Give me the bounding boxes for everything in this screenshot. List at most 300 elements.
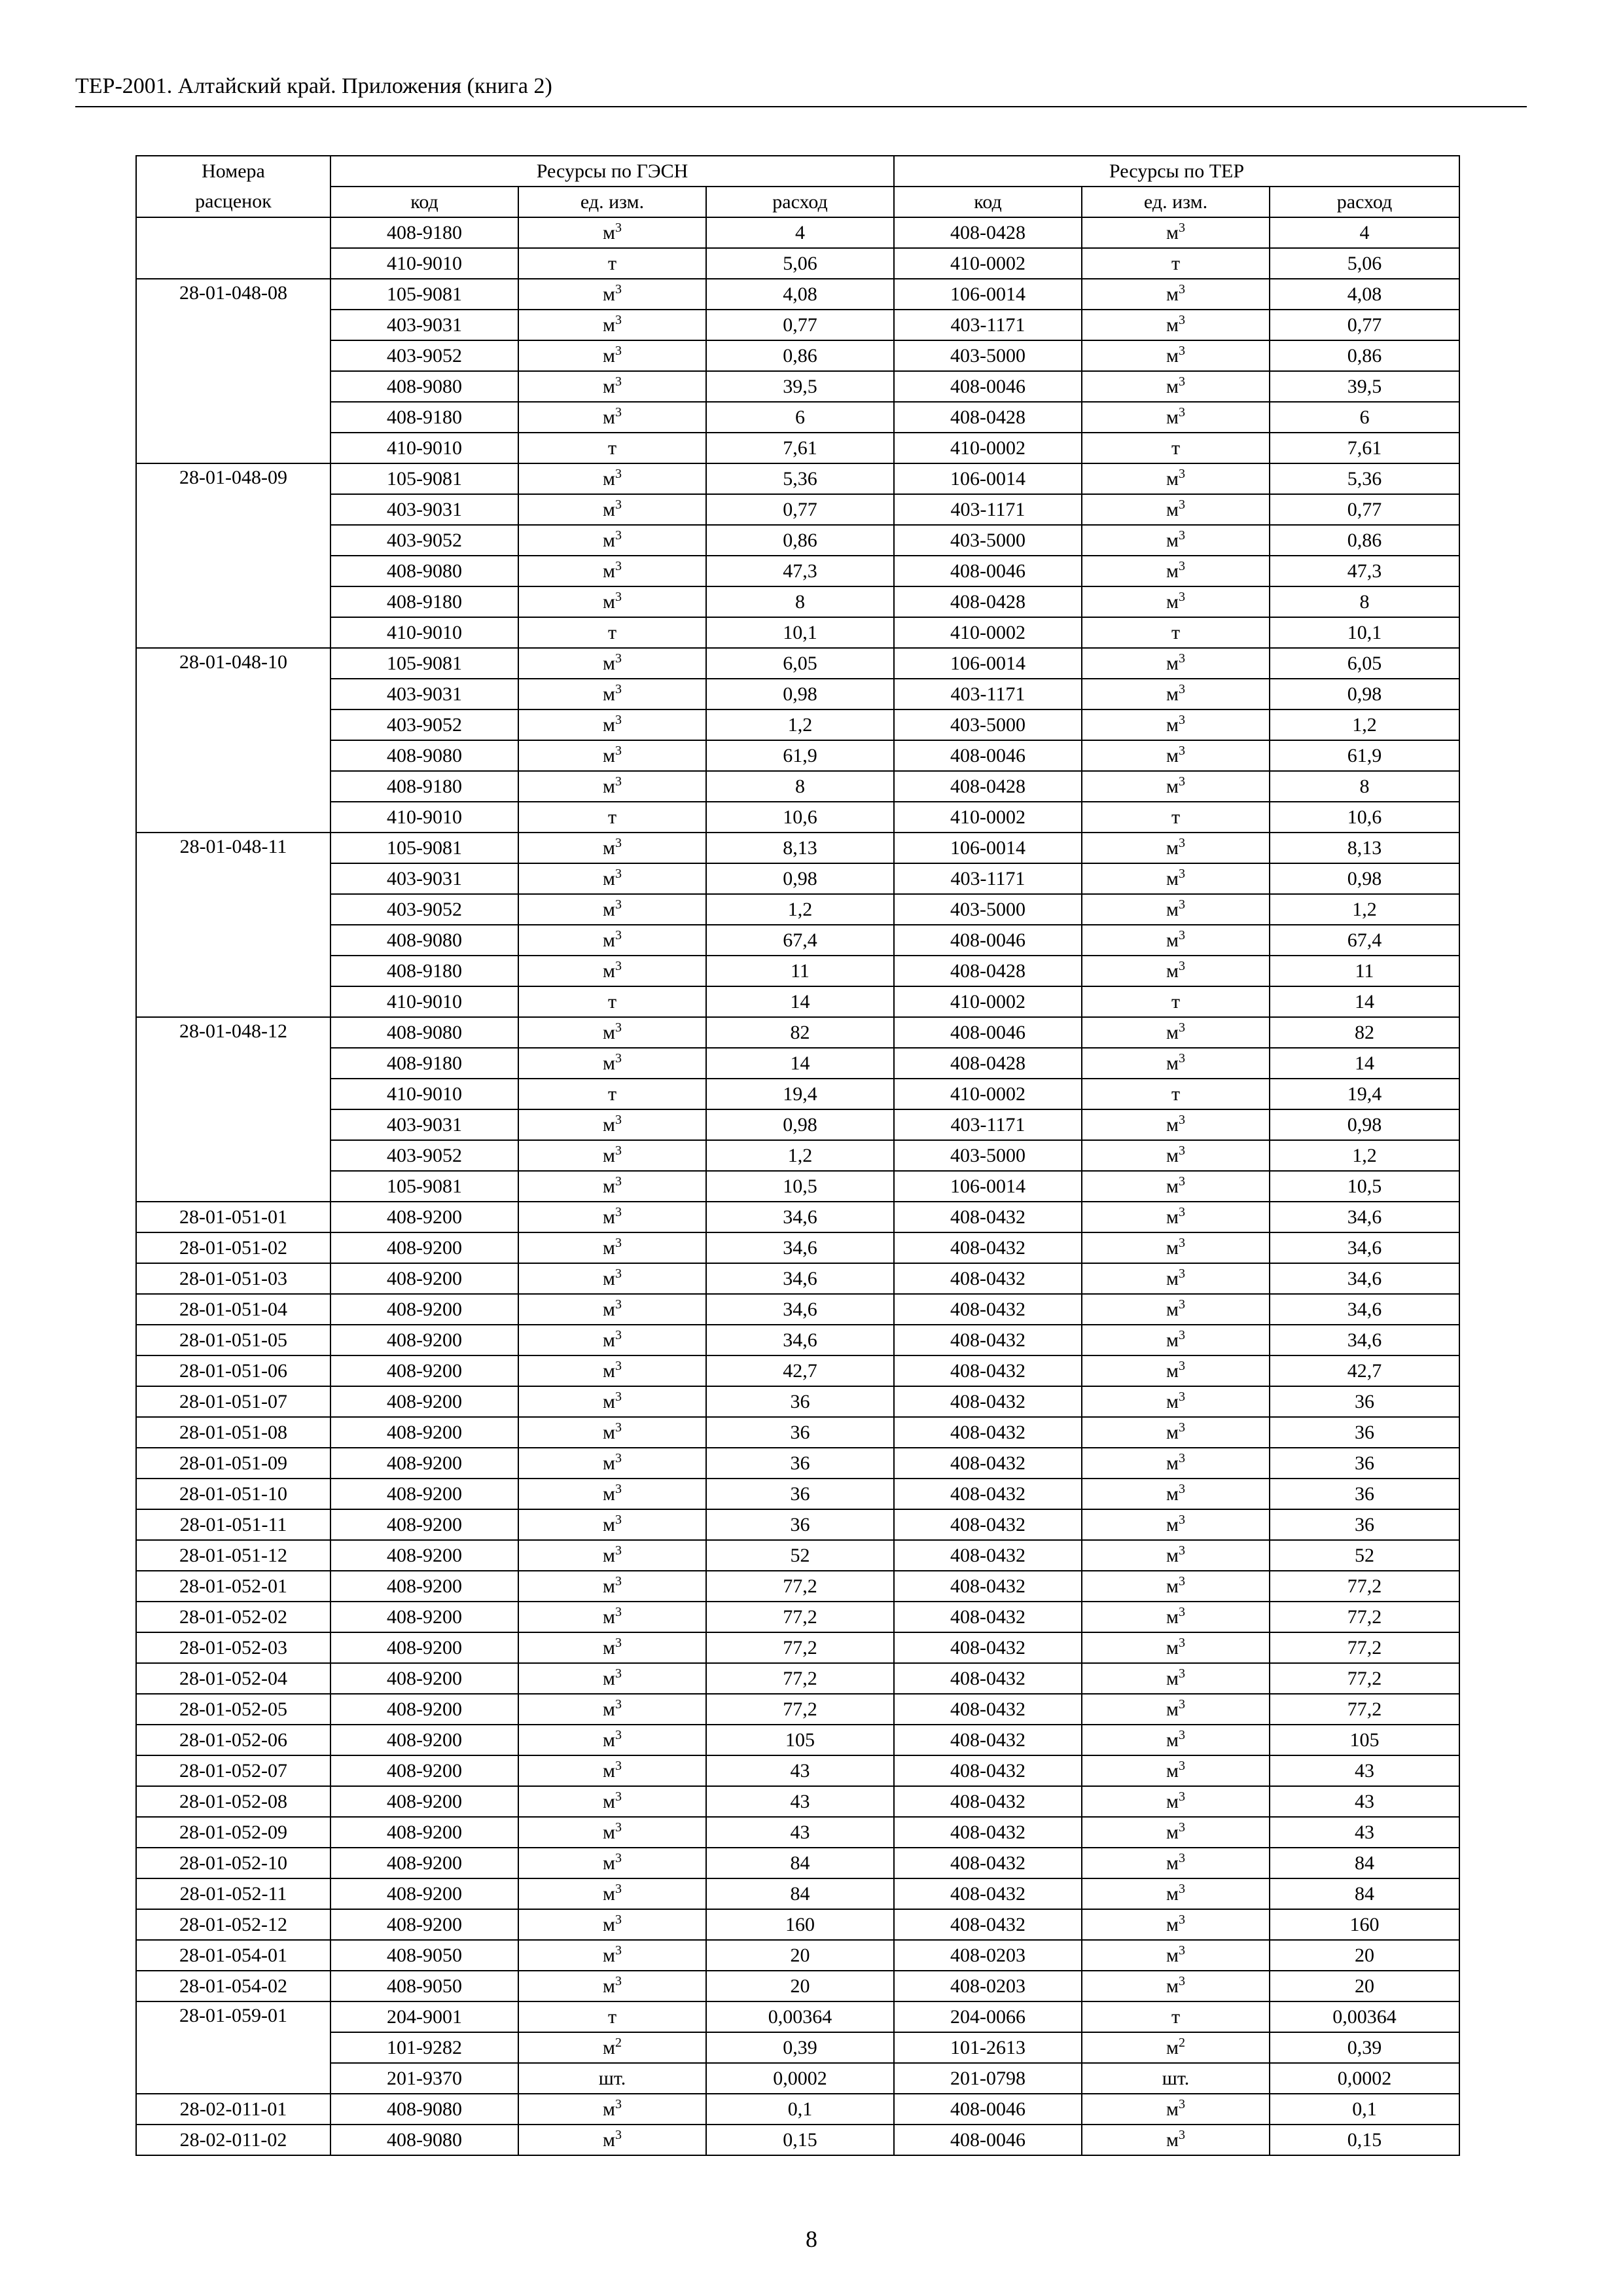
ter-unit-cell: $м^3$: [1082, 1386, 1270, 1417]
ter-unit-cell: $м^3$: [1082, 1479, 1270, 1509]
table-row: [136, 1663, 1459, 1694]
gesn-amount-cell: 67,4: [706, 925, 894, 956]
table-row: [136, 1325, 1459, 1355]
table-row: [136, 1725, 1459, 1755]
rate-number-cell: 28-01-052-07: [136, 1755, 330, 1786]
gesn-unit-cell: $м^3$: [518, 340, 706, 371]
gesn-code-cell: 105-9081: [330, 648, 518, 679]
gesn-unit-cell: $м^3$: [518, 1602, 706, 1632]
ter-amount-cell: 0,98: [1270, 679, 1459, 709]
gesn-unit-cell: $м^3$: [518, 1109, 706, 1140]
rate-number-cell: 28-01-052-10: [136, 1848, 330, 1878]
ter-amount-cell: 61,9: [1270, 740, 1459, 771]
ter-code-cell: 408-0432: [894, 1232, 1082, 1263]
ter-code-cell: 408-0046: [894, 1017, 1082, 1048]
ter-code-cell: 403-1171: [894, 310, 1082, 340]
table-row: [136, 925, 1459, 956]
ter-amount-cell: 77,2: [1270, 1571, 1459, 1602]
rate-number-cell: 28-01-052-09: [136, 1817, 330, 1848]
gesn-amount-cell: 36: [706, 1417, 894, 1448]
gesn-amount-cell: 0,98: [706, 1109, 894, 1140]
gesn-code-cell: 410-9010: [330, 433, 518, 463]
ter-code-cell: 408-0432: [894, 1479, 1082, 1509]
ter-code-cell: 408-0046: [894, 371, 1082, 402]
table-row: [136, 1448, 1459, 1479]
ter-code-cell: 408-0432: [894, 1417, 1082, 1448]
table-row: [136, 802, 1459, 833]
rate-number-cell: 28-01-052-02: [136, 1602, 330, 1632]
gesn-amount-cell: 10,1: [706, 617, 894, 648]
ter-unit-cell: $м^3$: [1082, 1417, 1270, 1448]
gesn-unit-cell: $м^3$: [518, 463, 706, 494]
ter-unit-cell: $м^3$: [1082, 648, 1270, 679]
gesn-code-cell: 408-9200: [330, 1540, 518, 1571]
ter-unit-cell: $м^3$: [1082, 1817, 1270, 1848]
gesn-amount-cell: 1,2: [706, 709, 894, 740]
gesn-amount-cell: 84: [706, 1848, 894, 1878]
ter-unit-cell: $м^3$: [1082, 1048, 1270, 1079]
ter-code-cell: 408-0432: [894, 1817, 1082, 1848]
table-row: [136, 586, 1459, 617]
gesn-amount-cell: 82: [706, 1017, 894, 1048]
table-row: [136, 1509, 1459, 1540]
gesn-amount-cell: 36: [706, 1509, 894, 1540]
gesn-code-cell: 408-9200: [330, 1786, 518, 1817]
ter-code-cell: 410-0002: [894, 248, 1082, 279]
header-rate-numbers-line2: расценок: [195, 190, 272, 212]
ter-amount-cell: 105: [1270, 1725, 1459, 1755]
table-row: [136, 1048, 1459, 1079]
ter-unit-cell: т: [1082, 433, 1270, 463]
header-gesn-group: Ресурсы по ГЭСН: [330, 156, 894, 187]
ter-unit-cell: $м^3$: [1082, 1848, 1270, 1878]
gesn-unit-cell: $м^3$: [518, 1386, 706, 1417]
ter-amount-cell: 43: [1270, 1755, 1459, 1786]
rate-number-cell: 28-01-051-02: [136, 1232, 330, 1263]
gesn-code-cell: 408-9080: [330, 2125, 518, 2155]
gesn-amount-cell: 43: [706, 1817, 894, 1848]
gesn-code-cell: 105-9081: [330, 1171, 518, 1202]
gesn-unit-cell: $м^3$: [518, 1325, 706, 1355]
table-row: [136, 648, 1459, 679]
ter-unit-cell: $м^3$: [1082, 1571, 1270, 1602]
ter-amount-cell: 0,39: [1270, 2032, 1459, 2063]
table-row: [136, 1571, 1459, 1602]
ter-unit-cell: $м^3$: [1082, 217, 1270, 248]
ter-amount-cell: 34,6: [1270, 1325, 1459, 1355]
gesn-amount-cell: 77,2: [706, 1571, 894, 1602]
gesn-unit-cell: $м^3$: [518, 1448, 706, 1479]
table-row: [136, 2001, 1459, 2032]
table-row: [136, 2125, 1459, 2155]
gesn-unit-cell: $м^3$: [518, 1817, 706, 1848]
gesn-code-cell: 408-9200: [330, 1509, 518, 1540]
ter-code-cell: 201-0798: [894, 2063, 1082, 2094]
document-header-title: ТЕР-2001. Алтайский край. Приложения (книга 2): [75, 74, 552, 98]
rate-number-cell: 28-01-051-04: [136, 1294, 330, 1325]
header-rule: [75, 106, 1527, 107]
header-rate-numbers-line1: Номера: [202, 160, 265, 182]
ter-unit-cell: $м^3$: [1082, 679, 1270, 709]
ter-code-cell: 106-0014: [894, 833, 1082, 863]
ter-code-cell: 408-0432: [894, 1786, 1082, 1817]
table-row: [136, 1971, 1459, 2001]
ter-code-cell: 408-0428: [894, 402, 1082, 433]
table-row: [136, 217, 1459, 248]
table-row: [136, 556, 1459, 586]
gesn-unit-cell: $м^3$: [518, 1509, 706, 1540]
gesn-amount-cell: 1,2: [706, 894, 894, 925]
gesn-unit-cell: $м^3$: [518, 863, 706, 894]
gesn-amount-cell: 77,2: [706, 1663, 894, 1694]
table-row: [136, 1417, 1459, 1448]
gesn-code-cell: 105-9081: [330, 463, 518, 494]
gesn-amount-cell: 39,5: [706, 371, 894, 402]
ter-amount-cell: 34,6: [1270, 1263, 1459, 1294]
gesn-code-cell: 408-9200: [330, 1725, 518, 1755]
ter-code-cell: 410-0002: [894, 1079, 1082, 1109]
table-row: [136, 1294, 1459, 1325]
gesn-code-cell: 408-9200: [330, 1848, 518, 1878]
table-row: [136, 310, 1459, 340]
ter-code-cell: 204-0066: [894, 2001, 1082, 2032]
header-gesn-unit: ед. изм.: [518, 187, 706, 217]
gesn-amount-cell: 0,98: [706, 863, 894, 894]
rate-number-cell: 28-01-051-08: [136, 1417, 330, 1448]
rate-number-cell: 28-01-052-11: [136, 1878, 330, 1909]
gesn-unit-cell: $м^3$: [518, 1940, 706, 1971]
gesn-unit-cell: $м^3$: [518, 771, 706, 802]
table-row: [136, 679, 1459, 709]
ter-amount-cell: 36: [1270, 1479, 1459, 1509]
gesn-code-cell: 403-9052: [330, 894, 518, 925]
ter-code-cell: 403-1171: [894, 494, 1082, 525]
ter-unit-cell: т: [1082, 1079, 1270, 1109]
gesn-code-cell: 408-9200: [330, 1817, 518, 1848]
gesn-unit-cell: $м^3$: [518, 1725, 706, 1755]
gesn-code-cell: 403-9052: [330, 1140, 518, 1171]
table-row: [136, 1940, 1459, 1971]
rate-number-cell: 28-01-051-10: [136, 1479, 330, 1509]
gesn-code-cell: 403-9031: [330, 310, 518, 340]
ter-code-cell: 106-0014: [894, 648, 1082, 679]
ter-unit-cell: $м^3$: [1082, 740, 1270, 771]
rate-number-cell: 28-01-052-05: [136, 1694, 330, 1725]
gesn-code-cell: 408-9200: [330, 1355, 518, 1386]
table-row: [136, 1632, 1459, 1663]
gesn-unit-cell: $м^3$: [518, 279, 706, 310]
ter-unit-cell: т: [1082, 802, 1270, 833]
gesn-unit-cell: $м^3$: [518, 371, 706, 402]
ter-unit-cell: $м^3$: [1082, 402, 1270, 433]
header-ter-unit: ед. изм.: [1082, 187, 1270, 217]
ter-amount-cell: 84: [1270, 1848, 1459, 1878]
rate-number-cell: 28-02-011-02: [136, 2125, 330, 2155]
ter-code-cell: 403-5000: [894, 340, 1082, 371]
table-row: [136, 2094, 1459, 2125]
resources-table: [135, 155, 1460, 2156]
gesn-code-cell: 410-9010: [330, 986, 518, 1017]
ter-unit-cell: $м^3$: [1082, 1171, 1270, 1202]
ter-code-cell: 403-1171: [894, 1109, 1082, 1140]
ter-unit-cell: т: [1082, 2001, 1270, 2032]
ter-code-cell: 408-0432: [894, 1602, 1082, 1632]
table-row: [136, 1786, 1459, 1817]
gesn-amount-cell: 0,15: [706, 2125, 894, 2155]
ter-unit-cell: $м^3$: [1082, 556, 1270, 586]
rate-number-cell: 28-01-052-12: [136, 1909, 330, 1940]
gesn-unit-cell: $м^3$: [518, 1878, 706, 1909]
ter-code-cell: 403-1171: [894, 679, 1082, 709]
gesn-amount-cell: 4,08: [706, 279, 894, 310]
table-row: [136, 1232, 1459, 1263]
gesn-code-cell: 105-9081: [330, 833, 518, 863]
gesn-code-cell: 408-9200: [330, 1909, 518, 1940]
gesn-unit-cell: $м^3$: [518, 1694, 706, 1725]
ter-amount-cell: 47,3: [1270, 556, 1459, 586]
gesn-unit-cell: $м^3$: [518, 679, 706, 709]
ter-code-cell: 408-0432: [894, 1294, 1082, 1325]
ter-code-cell: 408-0046: [894, 2094, 1082, 2125]
gesn-code-cell: 403-9052: [330, 709, 518, 740]
table-row: [136, 986, 1459, 1017]
ter-unit-cell: $м^3$: [1082, 1232, 1270, 1263]
ter-code-cell: 408-0428: [894, 771, 1082, 802]
ter-code-cell: 408-0428: [894, 217, 1082, 248]
ter-code-cell: 410-0002: [894, 433, 1082, 463]
gesn-unit-cell: $м^3$: [518, 494, 706, 525]
table-row: [136, 1140, 1459, 1171]
gesn-unit-cell: $м^2$: [518, 2032, 706, 2063]
gesn-unit-cell: $м^3$: [518, 1848, 706, 1878]
table-row: [136, 740, 1459, 771]
table-row: [136, 279, 1459, 310]
gesn-code-cell: 408-9200: [330, 1263, 518, 1294]
gesn-amount-cell: 6,05: [706, 648, 894, 679]
header-ter-amount: расход: [1270, 187, 1459, 217]
gesn-unit-cell: т: [518, 2001, 706, 2032]
gesn-code-cell: 408-9200: [330, 1232, 518, 1263]
ter-unit-cell: $м^3$: [1082, 771, 1270, 802]
ter-amount-cell: 34,6: [1270, 1202, 1459, 1232]
ter-code-cell: 408-0428: [894, 586, 1082, 617]
gesn-amount-cell: 34,6: [706, 1202, 894, 1232]
gesn-unit-cell: $м^3$: [518, 1755, 706, 1786]
table-row: [136, 1694, 1459, 1725]
ter-amount-cell: 36: [1270, 1386, 1459, 1417]
ter-unit-cell: $м^3$: [1082, 1202, 1270, 1232]
table-row: [136, 1817, 1459, 1848]
ter-amount-cell: 5,06: [1270, 248, 1459, 279]
gesn-amount-cell: 4: [706, 217, 894, 248]
ter-amount-cell: 0,0002: [1270, 2063, 1459, 2094]
gesn-code-cell: 408-9200: [330, 1878, 518, 1909]
table-row: [136, 2032, 1459, 2063]
gesn-unit-cell: $м^3$: [518, 1417, 706, 1448]
gesn-unit-cell: $м^3$: [518, 1663, 706, 1694]
ter-code-cell: 408-0432: [894, 1509, 1082, 1540]
gesn-amount-cell: 1,2: [706, 1140, 894, 1171]
gesn-unit-cell: $м^3$: [518, 709, 706, 740]
gesn-code-cell: 408-9200: [330, 1479, 518, 1509]
gesn-unit-cell: $м^3$: [518, 833, 706, 863]
ter-amount-cell: 36: [1270, 1509, 1459, 1540]
rate-number-cell: 28-01-048-09: [136, 463, 330, 648]
ter-code-cell: 408-0432: [894, 1848, 1082, 1878]
gesn-code-cell: 408-9080: [330, 740, 518, 771]
ter-unit-cell: $м^3$: [1082, 1263, 1270, 1294]
gesn-amount-cell: 47,3: [706, 556, 894, 586]
gesn-unit-cell: т: [518, 433, 706, 463]
gesn-code-cell: 101-9282: [330, 2032, 518, 2063]
header-rate-numbers: [136, 156, 330, 217]
rate-number-cell: [136, 217, 330, 279]
ter-amount-cell: 5,36: [1270, 463, 1459, 494]
gesn-code-cell: 408-9050: [330, 1940, 518, 1971]
gesn-amount-cell: 61,9: [706, 740, 894, 771]
gesn-unit-cell: шт.: [518, 2063, 706, 2094]
rate-number-cell: 28-01-054-01: [136, 1940, 330, 1971]
gesn-amount-cell: 36: [706, 1448, 894, 1479]
gesn-amount-cell: 105: [706, 1725, 894, 1755]
ter-amount-cell: 52: [1270, 1540, 1459, 1571]
ter-code-cell: 408-0432: [894, 1632, 1082, 1663]
table-row: [136, 894, 1459, 925]
table-row: [136, 1355, 1459, 1386]
ter-code-cell: 408-0046: [894, 925, 1082, 956]
gesn-unit-cell: $м^3$: [518, 1263, 706, 1294]
ter-unit-cell: $м^3$: [1082, 279, 1270, 310]
gesn-unit-cell: $м^3$: [518, 1355, 706, 1386]
gesn-code-cell: 408-9200: [330, 1417, 518, 1448]
gesn-unit-cell: $м^3$: [518, 956, 706, 986]
gesn-unit-cell: $м^3$: [518, 2125, 706, 2155]
ter-code-cell: 410-0002: [894, 802, 1082, 833]
gesn-unit-cell: $м^3$: [518, 1571, 706, 1602]
gesn-amount-cell: 10,6: [706, 802, 894, 833]
ter-code-cell: 408-0432: [894, 1263, 1082, 1294]
gesn-amount-cell: 0,0002: [706, 2063, 894, 2094]
gesn-code-cell: 408-9200: [330, 1632, 518, 1663]
ter-unit-cell: $м^3$: [1082, 1140, 1270, 1171]
ter-amount-cell: 14: [1270, 986, 1459, 1017]
ter-unit-cell: $м^3$: [1082, 1632, 1270, 1663]
table-row: [136, 371, 1459, 402]
ter-unit-cell: $м^3$: [1082, 1786, 1270, 1817]
ter-code-cell: 408-0428: [894, 956, 1082, 986]
ter-code-cell: 106-0014: [894, 279, 1082, 310]
table-row: [136, 956, 1459, 986]
gesn-amount-cell: 14: [706, 1048, 894, 1079]
ter-amount-cell: 1,2: [1270, 709, 1459, 740]
rate-number-cell: 28-02-011-01: [136, 2094, 330, 2125]
ter-unit-cell: т: [1082, 986, 1270, 1017]
gesn-code-cell: 403-9031: [330, 494, 518, 525]
gesn-amount-cell: 0,86: [706, 525, 894, 556]
gesn-unit-cell: $м^3$: [518, 310, 706, 340]
rate-number-cell: 28-01-054-02: [136, 1971, 330, 2001]
gesn-unit-cell: т: [518, 617, 706, 648]
ter-amount-cell: 11: [1270, 956, 1459, 986]
table-row: [136, 494, 1459, 525]
ter-unit-cell: $м^3$: [1082, 2094, 1270, 2125]
gesn-unit-cell: $м^3$: [518, 1909, 706, 1940]
table-row: [136, 1202, 1459, 1232]
rate-number-cell: 28-01-051-11: [136, 1509, 330, 1540]
rate-number-cell: 28-01-048-12: [136, 1017, 330, 1202]
header-ter-group: Ресурсы по ТЕР: [894, 156, 1459, 187]
ter-unit-cell: $м^3$: [1082, 1294, 1270, 1325]
gesn-unit-cell: $м^3$: [518, 648, 706, 679]
gesn-amount-cell: 52: [706, 1540, 894, 1571]
gesn-code-cell: 408-9180: [330, 586, 518, 617]
gesn-unit-cell: $м^3$: [518, 1971, 706, 2001]
ter-code-cell: 410-0002: [894, 617, 1082, 648]
gesn-amount-cell: 20: [706, 1940, 894, 1971]
ter-amount-cell: 0,00364: [1270, 2001, 1459, 2032]
gesn-amount-cell: 42,7: [706, 1355, 894, 1386]
gesn-amount-cell: 0,77: [706, 310, 894, 340]
gesn-unit-cell: $м^3$: [518, 894, 706, 925]
table-row: [136, 1171, 1459, 1202]
ter-code-cell: 408-0432: [894, 1909, 1082, 1940]
gesn-amount-cell: 43: [706, 1755, 894, 1786]
rate-number-cell: 28-01-052-04: [136, 1663, 330, 1694]
gesn-amount-cell: 8,13: [706, 833, 894, 863]
table-row: [136, 1848, 1459, 1878]
gesn-unit-cell: $м^3$: [518, 1540, 706, 1571]
gesn-unit-cell: $м^3$: [518, 1294, 706, 1325]
ter-code-cell: 408-0432: [894, 1694, 1082, 1725]
table-row: [136, 1602, 1459, 1632]
header-ter-code: код: [894, 187, 1082, 217]
ter-amount-cell: 4,08: [1270, 279, 1459, 310]
gesn-code-cell: 105-9081: [330, 279, 518, 310]
gesn-unit-cell: $м^3$: [518, 1232, 706, 1263]
ter-amount-cell: 6: [1270, 402, 1459, 433]
gesn-code-cell: 403-9031: [330, 679, 518, 709]
gesn-code-cell: 408-9050: [330, 1971, 518, 2001]
gesn-amount-cell: 10,5: [706, 1171, 894, 1202]
gesn-unit-cell: $м^3$: [518, 1632, 706, 1663]
table-row: [136, 1263, 1459, 1294]
gesn-code-cell: 408-9200: [330, 1602, 518, 1632]
gesn-unit-cell: т: [518, 986, 706, 1017]
table-row: [136, 1079, 1459, 1109]
ter-code-cell: 408-0432: [894, 1325, 1082, 1355]
ter-amount-cell: 0,86: [1270, 525, 1459, 556]
ter-code-cell: 408-0432: [894, 1878, 1082, 1909]
gesn-code-cell: 408-9180: [330, 217, 518, 248]
ter-unit-cell: $м^3$: [1082, 709, 1270, 740]
ter-amount-cell: 1,2: [1270, 894, 1459, 925]
gesn-code-cell: 408-9200: [330, 1294, 518, 1325]
ter-unit-cell: $м^3$: [1082, 525, 1270, 556]
ter-amount-cell: 8: [1270, 586, 1459, 617]
ter-unit-cell: $м^3$: [1082, 494, 1270, 525]
ter-amount-cell: 0,1: [1270, 2094, 1459, 2125]
ter-amount-cell: 43: [1270, 1817, 1459, 1848]
gesn-amount-cell: 43: [706, 1786, 894, 1817]
ter-unit-cell: $м^3$: [1082, 1663, 1270, 1694]
rate-number-cell: 28-01-052-08: [136, 1786, 330, 1817]
ter-unit-cell: $м^3$: [1082, 1755, 1270, 1786]
gesn-code-cell: 408-9080: [330, 925, 518, 956]
ter-amount-cell: 67,4: [1270, 925, 1459, 956]
gesn-code-cell: 408-9200: [330, 1448, 518, 1479]
ter-code-cell: 408-0432: [894, 1571, 1082, 1602]
gesn-amount-cell: 34,6: [706, 1232, 894, 1263]
